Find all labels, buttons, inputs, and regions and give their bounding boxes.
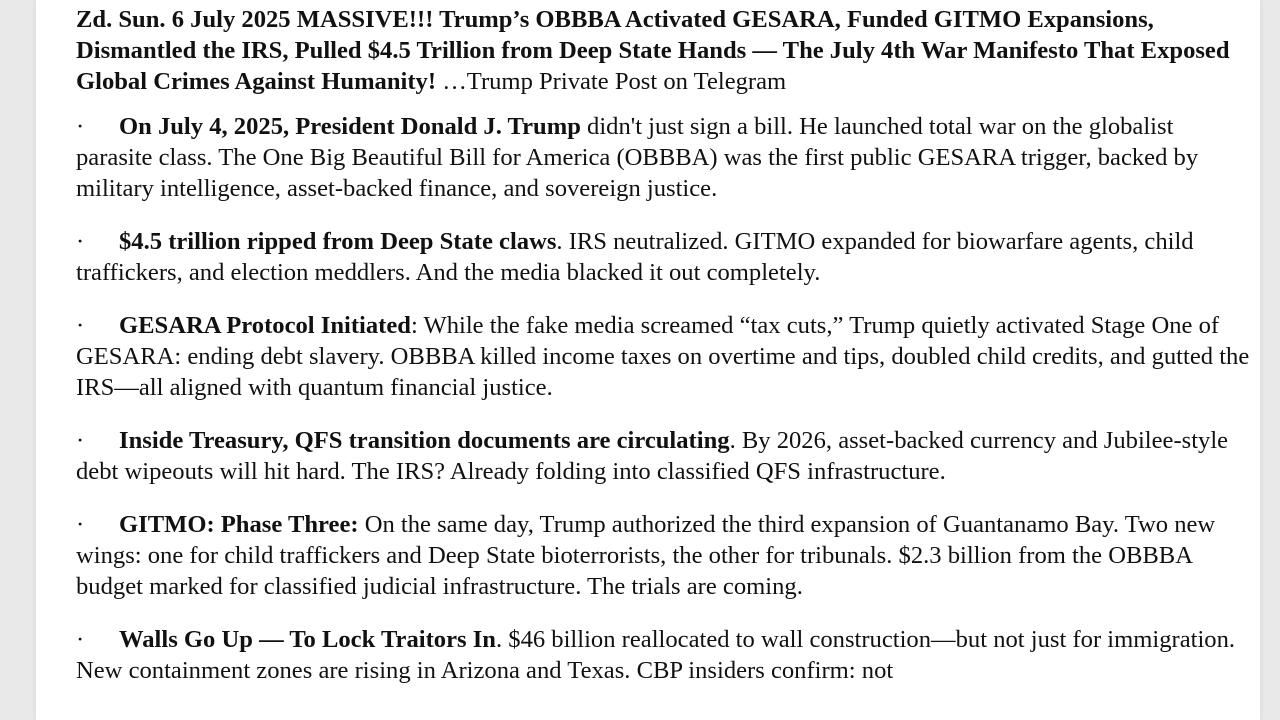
bullet-marker: · bbox=[76, 511, 85, 538]
headline bbox=[76, 4, 1256, 97]
paragraph-text: On the same day, Trump authorized the third expansion of Guantanamo Bay. Two new wings: one for child traffickers and Deep State bioterrorists, the other for tribunals. $2.3 billion from the OBBBA budget marked for classified judicial infrastructure. The trials are coming. bbox=[76, 511, 1216, 600]
bullet-marker: · bbox=[76, 427, 85, 454]
document-body bbox=[76, 4, 1256, 686]
paragraph-lead: $4.5 trillion ripped from Deep State claws bbox=[119, 228, 557, 255]
bullet-paragraph-4 bbox=[76, 425, 1256, 487]
paragraph-text: didn't just sign a bill. He launched total war on the globalist parasite class. The One Big Beautiful Bill for America (OBBBA) was the first public GESARA trigger, backed by military intelligence, asset-backed finance, and sovereign justice. bbox=[76, 113, 1199, 202]
bullet-marker: · bbox=[76, 626, 85, 653]
paragraph-lead: GITMO: Phase Three: bbox=[119, 511, 359, 538]
paragraph-text: : While the fake media screamed “tax cuts,” Trump quietly activated Stage One of GESARA: ending debt slavery. OBBBA killed income taxes on overtime and tips, doubled child credits, and gutted the IRS—all aligned with quantum financial justice. bbox=[76, 312, 1250, 401]
bullet-marker: · bbox=[76, 312, 85, 339]
paragraph-lead: Walls Go Up — To Lock Traitors In bbox=[119, 626, 496, 653]
document-page bbox=[36, 0, 1260, 720]
paragraph-lead: GESARA Protocol Initiated bbox=[119, 312, 411, 339]
bullet-paragraph-2 bbox=[76, 226, 1256, 288]
paragraph-lead: On July 4, 2025, President Donald J. Trump bbox=[119, 113, 581, 140]
paragraph-lead: Inside Treasury, QFS transition documents are circulating bbox=[119, 427, 730, 454]
paragraph-text: . By 2026, asset-backed currency and Jubilee-style debt wipeouts will hit hard. The IRS? Already folding into classified QFS infrastructure. bbox=[76, 427, 1229, 485]
bullet-paragraph-3 bbox=[76, 310, 1256, 403]
bullet-paragraph-5 bbox=[76, 509, 1256, 602]
bullet-marker: · bbox=[76, 228, 85, 255]
headline-title: Zd. Sun. 6 July 2025 MASSIVE!!! Trump’s OBBBA Activated GESARA, Funded GITMO Expansions, Dismantled the IRS, Pulled $4.5 Trillion from Deep State Hands — The July 4th War Manifesto That Exposed Global Crimes Against Humanity! bbox=[76, 6, 1230, 95]
bullet-paragraph-6 bbox=[76, 624, 1256, 686]
headline-source: …Trump Private Post on Telegram bbox=[436, 68, 787, 95]
bullet-marker: · bbox=[76, 113, 85, 140]
paragraph-text: . $46 billion reallocated to wall construction—but not just for immigration. New containment zones are rising in Arizona and Texas. CBP insiders confirm: not bbox=[76, 626, 1236, 684]
paragraph-text: . IRS neutralized. GITMO expanded for biowarfare agents, child traffickers, and election meddlers. And the media blacked it out completely. bbox=[76, 228, 1194, 286]
bullet-paragraph-1 bbox=[76, 111, 1256, 204]
